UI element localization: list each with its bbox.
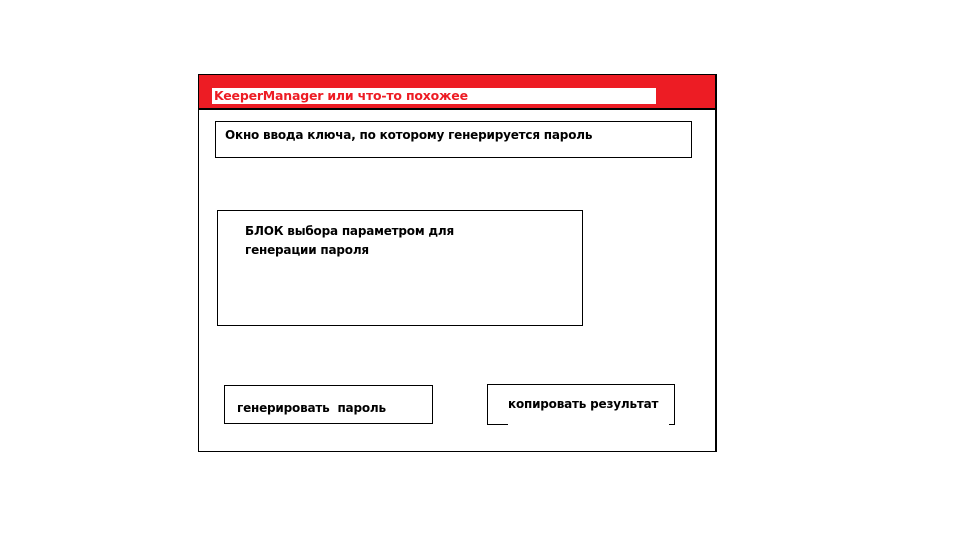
- generate-password-button[interactable]: [224, 385, 433, 424]
- copy-result-label: копировать результат: [508, 397, 659, 411]
- button-border-fragment: [487, 424, 508, 425]
- copy-result-button[interactable]: [487, 384, 675, 425]
- params-block-label-line1: БЛОК выбора параметром для: [245, 224, 455, 238]
- window-title: KeeperManager или что-то похожее: [212, 88, 656, 104]
- password-params-block: [217, 210, 583, 326]
- button-border-fragment: [669, 424, 675, 425]
- app-window: [198, 74, 717, 452]
- generate-password-label: генерировать пароль: [237, 401, 386, 415]
- key-input-label: Окно ввода ключа, по которому генерируется пароль: [225, 128, 593, 142]
- params-block-label-line2: генерации пароля: [245, 243, 369, 257]
- key-input-field[interactable]: [215, 121, 692, 158]
- title-bar: [199, 75, 715, 110]
